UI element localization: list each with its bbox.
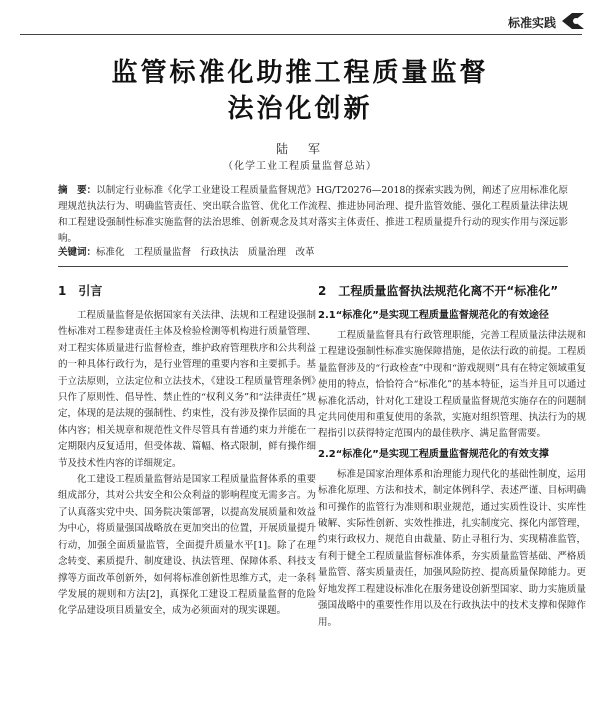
affiliation: （化学工业工程质量监督总站）	[223, 161, 377, 172]
keywords	[58, 245, 568, 261]
paragraph-4: 标准是国家治理体系和治理能力现代化的基础性制度，运用标准化原理、方法和技术，制定体例科学、表述严谨、目标明确和可操作的监管行为准则和职业规范，通过实质性设计、实库性破解、实际性创新、实效性推进，扎实制度完、探化内部管理，约束行政权力、规范自由裁量、防止寻租行为、实现精准监管，有利于健全工程质量监督标准体系，夯实质量监管基础、严格质量监管、落实质量责任，加强风险防控、提高质量保障能力。更好地发挥工程建设标准化在服务建设创新型国家、助力实施质量强国战略中的重要性作用以及在行政执法中的技术支撑和保障作用。	[318, 468, 586, 628]
abstract-label: 摘 要：	[58, 185, 97, 196]
subsection-2-1-heading: 2.1“标准化”是实现工程质量监督规范化的有效途径	[318, 310, 549, 321]
section-tag: 标准实践	[507, 16, 556, 30]
abstract	[58, 183, 568, 247]
left-column	[58, 276, 316, 620]
article-title-line2: 法治化创新	[227, 94, 373, 124]
keywords-label: 关键词：	[58, 247, 97, 258]
section2-heading: 2 工程质量监督执法规范化离不开“标准化”	[318, 284, 559, 298]
abstract-rule	[58, 266, 568, 267]
journal-logo-icon	[560, 10, 586, 32]
section1-heading: 1 引言	[58, 284, 103, 298]
header-rule	[20, 34, 582, 35]
article-title-line1: 监管标准化助推工程质量监督	[111, 58, 489, 88]
paragraph-2: 化工建设工程质量监督站是国家工程质量监督体系的重要组成部分，其对公共安全和公众利益的影响程度无需多言。为了认真落实党中央、国务院决策部署，以提高发展质量和效益为中心，将质量强国战略放在更加突出的位置，开展质量提升行动，加强全面质量监管，全面提升质量水平[1]。除了在理念转变、素质提升、制度建设、执法管理、保障体系、科技支撑等方面改革创新外，如何将标准创新性思维方式，走一条科学发展的规则和方法[2]，真探化工建设工程质量监督的危险化学品建设项目质量安全，成为必须面对的现实课题。	[58, 474, 316, 617]
subsection-2-2-heading: 2.2“标准化”是实现工程质量监督规范化的有效支撑	[318, 448, 549, 460]
keywords-text: 标准化 工程质量监督 行政执法 质量治理 改革	[96, 247, 315, 258]
paragraph-1: 工程质量监督是依据国家有关法律、法规和工程建设强制性标准对工程参建责任主体及检验检测等机构进行质量管理、对工程实体质量进行监督检查，维护政府管理秩序和公共利益的一种具体行政行为，是行业管理的重要内容和主要抓手。基于立法原则，立法定位和立法技术，《建设工程质量管理条例》只作了原则性、倡导性、禁止性的“权利义务”和“法律责任”规定，体现的是法规的强制性、约束性，没有涉及操作层面的具体内容；相关规章和规范性文件尽管具有普通约束力并能在一定期限内反复适用，但受体裁、篇幅、格式限制，鲜有操作细节及技术性内容的详细规定。	[58, 310, 316, 469]
paragraph-3: 工程质量监督具有行政管理职能，完善工程质量法律法规和工程建设强制性标准实施保障措施，是依法行政的前提。工程质量监督涉及的“行政检查”中现和“游戏规则”具有在特定领域重复使用的特点，恰恰符合“标准化”的基本特征，运当并且可以通过标准化活动，针对化工建设工程质量监督规范实施存在的问题制定共同使用和重复使用的条款，实施对组织管理、执法行为的规程指引以获得特定范围内的最佳秩序、满足监督需要。	[318, 330, 586, 440]
author: 陆 军	[275, 142, 324, 156]
right-column	[318, 276, 586, 631]
abstract-text: 以制定行业标准《化学工业建设工程质量监督规范》HG/T20276—2018的探索实践为例，阐述了应用标准化原理规范执法行为、明确监管责任、突出联合监管、优化工作流程、推进协同治理、提升监管效能、强化工程质量法律法规和工程建设强制性标准实施监督的法治思维、创新观念及其对落实主体责任、推进工程质量提升行动的现实作用与深远影响。	[58, 185, 568, 244]
